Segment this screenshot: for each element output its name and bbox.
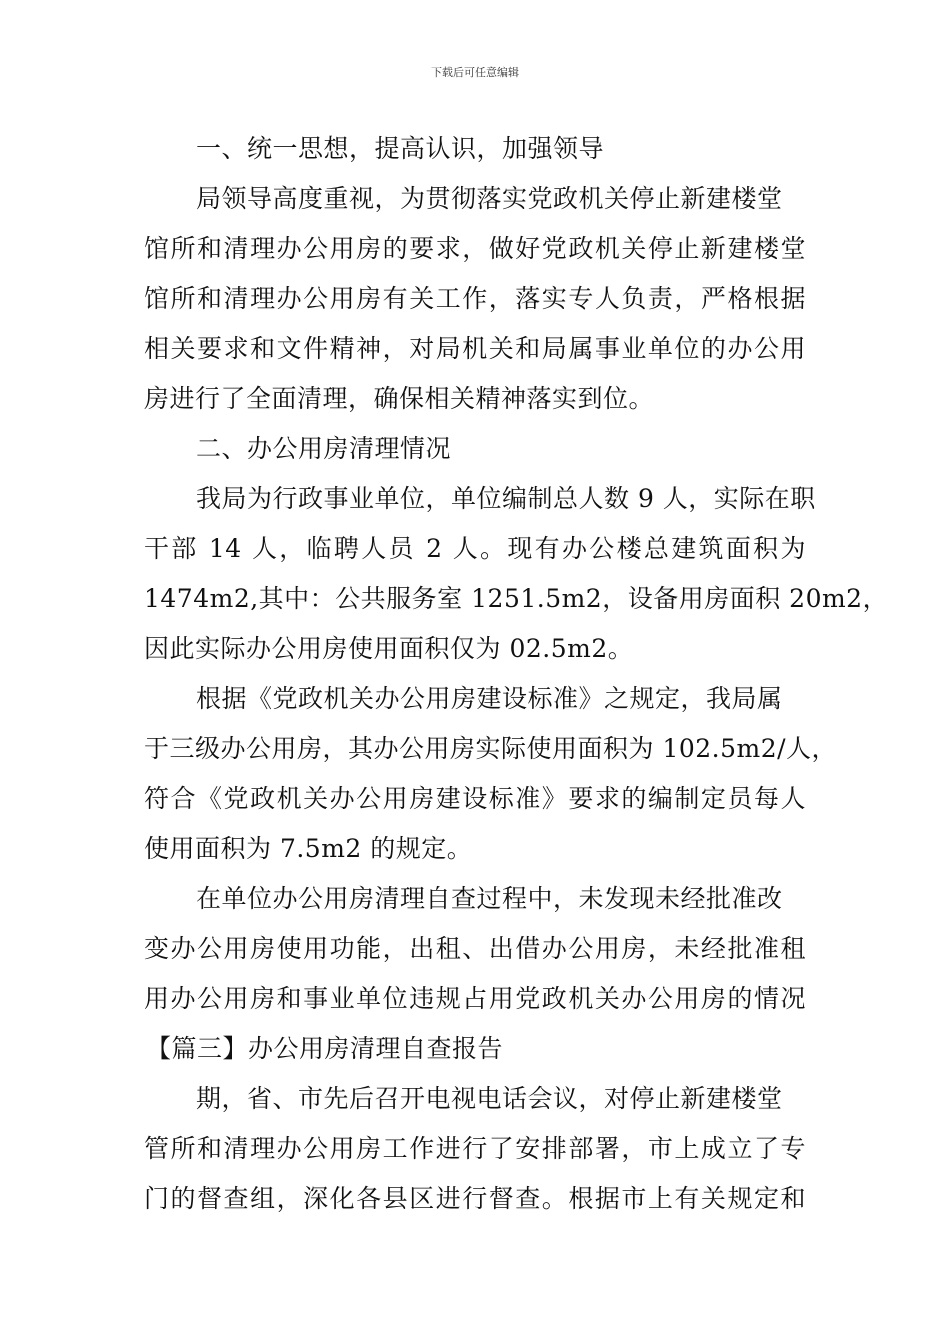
page-header: 下载后可任意编辑 [431, 66, 519, 79]
paragraph-line: 局领导高度重视，为贯彻落实党政机关停止新建楼堂 [196, 184, 783, 213]
paragraph-line: 在单位办公用房清理自查过程中，未发现未经批准改 [196, 884, 783, 913]
paragraph-line: 房进行了全面清理，确保相关精神落实到位。 [144, 384, 655, 413]
paragraph-line: 馆所和清理办公用房有关工作，落实专人负责，严格根据 [144, 284, 806, 313]
paragraph-line: 根据《党政机关办公用房建设标准》之规定，我局属 [196, 684, 783, 713]
section-heading-3: 【篇三】办公用房清理自查报告 [146, 1034, 504, 1063]
paragraph-line: 期，省、市先后召开电视电话会议，对停止新建楼堂 [196, 1084, 783, 1113]
paragraph-line: 相关要求和文件精神，对局机关和局属事业单位的办公用 [144, 334, 806, 363]
paragraph-line: 门的督查组，深化各县区进行督查。根据市上有关规定和 [144, 1184, 806, 1213]
paragraph-line: 1474m2,其中：公共服务室 1251.5m2，设备用房面积 20m2， [144, 584, 889, 613]
paragraph-line: 我局为行政事业单位，单位编制总人数 9 人，实际在职 [196, 484, 816, 513]
section-heading-2: 二、办公用房清理情况 [196, 434, 452, 463]
paragraph-line: 变办公用房使用功能，出租、出借办公用房，未经批准租 [144, 934, 806, 963]
paragraph-line: 因此实际办公用房使用面积仅为 02.5m2。 [144, 634, 634, 663]
paragraph-line: 使用面积为 7.5m2 的规定。 [144, 834, 473, 863]
paragraph-line: 用办公用房和事业单位违规占用党政机关办公用房的情况 [144, 984, 806, 1013]
paragraph-line: 符合《党政机关办公用房建设标准》要求的编制定员每人 [144, 784, 806, 813]
paragraph-line: 干部 14 人，临聘人员 2 人。现有办公楼总建筑面积为 [144, 534, 806, 563]
paragraph-line: 于三级办公用房，其办公用房实际使用面积为 102.5m2/人， [144, 734, 838, 763]
section-heading-1: 一、统一思想，提高认识，加强领导 [196, 134, 605, 163]
paragraph-line: 馆所和清理办公用房的要求，做好党政机关停止新建楼堂 [144, 234, 806, 263]
paragraph-line: 管所和清理办公用房工作进行了安排部署，市上成立了专 [144, 1134, 806, 1163]
